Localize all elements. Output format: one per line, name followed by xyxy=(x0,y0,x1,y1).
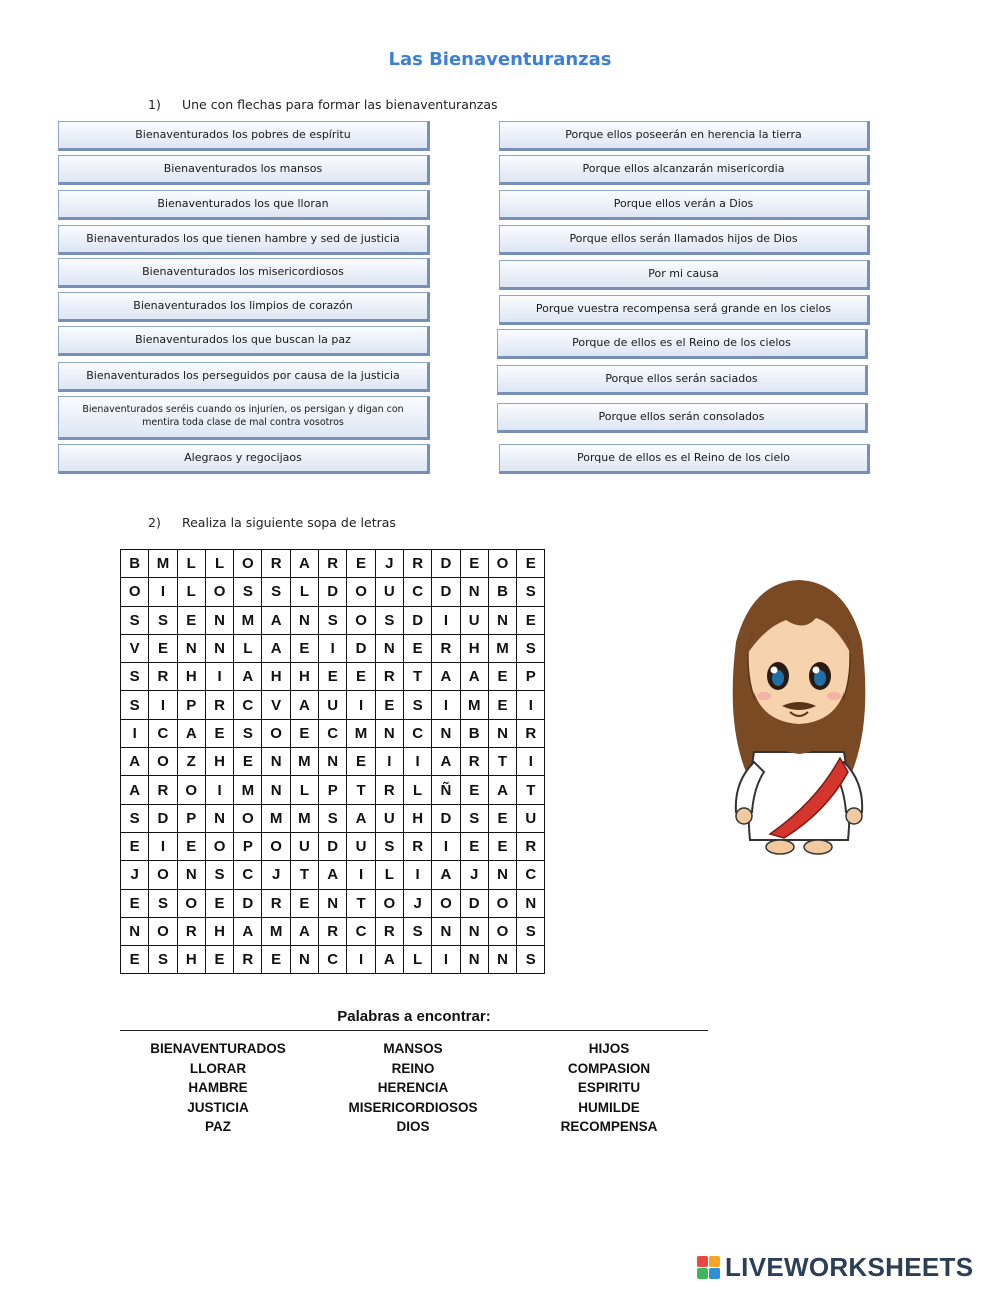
grid-cell[interactable]: L xyxy=(290,776,318,804)
grid-cell[interactable]: S xyxy=(319,804,347,832)
grid-cell[interactable]: S xyxy=(121,691,149,719)
grid-cell[interactable]: J xyxy=(262,861,290,889)
grid-cell[interactable]: A xyxy=(177,719,205,747)
grid-row xyxy=(121,776,545,804)
grid-cell[interactable]: M xyxy=(460,691,488,719)
grid-cell[interactable]: N xyxy=(121,917,149,945)
grid-cell[interactable]: R xyxy=(517,719,545,747)
grid-cell[interactable]: U xyxy=(375,578,403,606)
grid-cell[interactable]: T xyxy=(403,663,431,691)
grid-cell[interactable]: A xyxy=(375,946,403,974)
right-phrase-box[interactable]: Por mi causa xyxy=(499,260,870,290)
grid-cell[interactable]: E xyxy=(205,946,233,974)
grid-cell[interactable]: N xyxy=(262,776,290,804)
right-phrase-box[interactable]: Porque ellos serán saciados xyxy=(497,365,868,395)
grid-cell[interactable]: N xyxy=(319,748,347,776)
grid-cell[interactable]: D xyxy=(432,804,460,832)
grid-cell[interactable]: D xyxy=(149,804,177,832)
grid-cell[interactable]: S xyxy=(205,861,233,889)
page-title: Las Bienaventuranzas xyxy=(388,49,612,70)
grid-cell[interactable]: O xyxy=(234,804,262,832)
word-to-find: MANSOS xyxy=(383,1041,443,1056)
words-title: Palabras a encontrar: xyxy=(337,1008,491,1025)
grid-cell[interactable]: H xyxy=(403,804,431,832)
grid-cell[interactable]: J xyxy=(121,861,149,889)
grid-cell[interactable]: R xyxy=(149,663,177,691)
grid-cell[interactable]: L xyxy=(205,550,233,578)
grid-cell[interactable]: I xyxy=(432,691,460,719)
grid-cell[interactable]: O xyxy=(205,578,233,606)
grid-cell[interactable]: R xyxy=(375,917,403,945)
grid-cell[interactable]: R xyxy=(262,550,290,578)
grid-cell[interactable]: H xyxy=(177,946,205,974)
grid-cell[interactable]: R xyxy=(234,946,262,974)
grid-cell[interactable]: S xyxy=(149,606,177,634)
grid-cell[interactable]: S xyxy=(121,663,149,691)
grid-cell[interactable]: I xyxy=(403,748,431,776)
grid-cell[interactable]: H xyxy=(290,663,318,691)
grid-cell[interactable]: S xyxy=(121,606,149,634)
grid-cell[interactable]: I xyxy=(432,946,460,974)
left-phrase-box[interactable]: Bienaventurados los perseguidos por causa de la justicia xyxy=(58,362,430,392)
grid-cell[interactable]: V xyxy=(121,634,149,662)
grid-row xyxy=(121,634,545,662)
word-to-find: HAMBRE xyxy=(188,1080,248,1096)
grid-cell[interactable]: S xyxy=(517,578,545,606)
grid-cell[interactable]: J xyxy=(403,889,431,917)
grid-cell[interactable]: R xyxy=(262,889,290,917)
word-to-find: JUSTICIA xyxy=(187,1099,249,1115)
grid-cell[interactable]: M xyxy=(262,804,290,832)
grid-cell[interactable]: O xyxy=(488,917,516,945)
grid-cell[interactable]: T xyxy=(347,889,375,917)
grid-cell[interactable]: E xyxy=(403,634,431,662)
grid-row xyxy=(121,946,545,974)
logo-square xyxy=(709,1256,720,1267)
grid-cell[interactable]: O xyxy=(149,917,177,945)
grid-cell[interactable]: P xyxy=(234,832,262,860)
right-phrase-box[interactable]: Porque de ellos es el Reino de los cielo xyxy=(499,444,870,474)
grid-cell[interactable]: E xyxy=(517,550,545,578)
instruction-1-text: Une con flechas para formar las bienaventuranzas xyxy=(181,97,498,112)
grid-cell[interactable]: R xyxy=(375,776,403,804)
right-phrase-box[interactable]: Porque ellos serán consolados xyxy=(497,403,868,433)
grid-row xyxy=(121,663,545,691)
grid-cell[interactable]: T xyxy=(290,861,318,889)
grid-cell[interactable]: I xyxy=(149,691,177,719)
word-column-3 xyxy=(509,1039,709,1137)
grid-row xyxy=(121,748,545,776)
grid-cell[interactable]: N xyxy=(488,719,516,747)
grid-cell[interactable]: O xyxy=(205,832,233,860)
instruction-1 xyxy=(148,97,498,112)
grid-cell[interactable]: S xyxy=(149,889,177,917)
grid-cell[interactable]: E xyxy=(319,663,347,691)
grid-cell[interactable]: E xyxy=(488,804,516,832)
grid-cell[interactable]: I xyxy=(205,663,233,691)
grid-cell[interactable]: R xyxy=(375,663,403,691)
grid-cell[interactable]: A xyxy=(262,634,290,662)
grid-cell[interactable]: C xyxy=(403,719,431,747)
grid-cell[interactable]: E xyxy=(488,691,516,719)
brand[interactable] xyxy=(697,1252,973,1283)
left-phrase-box[interactable]: Bienaventurados seréis cuando os injurien, os persigan y digan con mentira toda clase de mal contra vosotros xyxy=(58,396,430,440)
grid-cell[interactable]: C xyxy=(319,946,347,974)
grid-cell[interactable]: A xyxy=(432,861,460,889)
grid-cell[interactable]: C xyxy=(347,917,375,945)
grid-cell[interactable]: L xyxy=(177,550,205,578)
grid-row xyxy=(121,578,545,606)
grid-cell[interactable]: E xyxy=(347,550,375,578)
jesus-illustration xyxy=(706,572,892,862)
grid-cell[interactable]: A xyxy=(347,804,375,832)
grid-cell[interactable]: N xyxy=(205,634,233,662)
grid-cell[interactable]: O xyxy=(149,748,177,776)
grid-cell[interactable]: U xyxy=(290,832,318,860)
instruction-2-text: Realiza la siguiente sopa de letras xyxy=(181,515,396,530)
grid-cell[interactable]: N xyxy=(488,861,516,889)
grid-cell[interactable]: E xyxy=(205,719,233,747)
grid-cell[interactable]: I xyxy=(403,861,431,889)
grid-cell[interactable]: C xyxy=(403,578,431,606)
brand-name: LIVEWORKSHEETS xyxy=(725,1252,974,1282)
grid-cell[interactable]: L xyxy=(177,578,205,606)
grid-cell[interactable]: S xyxy=(234,578,262,606)
words-divider xyxy=(120,1030,708,1031)
grid-cell[interactable]: A xyxy=(262,606,290,634)
grid-cell[interactable]: N xyxy=(375,719,403,747)
grid-cell[interactable]: E xyxy=(121,946,149,974)
grid-cell[interactable]: T xyxy=(488,748,516,776)
grid-cell[interactable]: E xyxy=(262,946,290,974)
left-phrase-box[interactable]: Alegraos y regocijaos xyxy=(58,444,430,474)
grid-cell[interactable]: M xyxy=(488,634,516,662)
grid-cell[interactable]: R xyxy=(403,832,431,860)
grid-cell[interactable]: M xyxy=(347,719,375,747)
grid-cell[interactable]: M xyxy=(234,776,262,804)
grid-cell[interactable]: N xyxy=(375,634,403,662)
grid-cell[interactable]: R xyxy=(460,748,488,776)
grid-cell[interactable]: E xyxy=(375,691,403,719)
grid-cell[interactable]: P xyxy=(177,804,205,832)
word-to-find: PAZ xyxy=(205,1119,231,1135)
grid-row xyxy=(121,719,545,747)
left-phrase-box[interactable]: Bienaventurados los mansos xyxy=(58,155,430,185)
grid-cell[interactable]: I xyxy=(121,719,149,747)
word-column-1 xyxy=(118,1039,318,1137)
right-phrase-box[interactable]: Porque ellos alcanzarán misericordia xyxy=(499,155,870,185)
grid-cell[interactable]: Z xyxy=(177,748,205,776)
grid-cell[interactable]: E xyxy=(460,832,488,860)
liveworksheets-logo-icon xyxy=(697,1256,720,1279)
grid-cell[interactable]: S xyxy=(403,691,431,719)
grid-cell[interactable]: A xyxy=(290,550,318,578)
grid-cell[interactable]: A xyxy=(488,776,516,804)
grid-cell[interactable]: I xyxy=(347,691,375,719)
grid-row xyxy=(121,550,545,578)
grid-cell[interactable]: H xyxy=(205,748,233,776)
grid-cell[interactable]: E xyxy=(488,832,516,860)
grid-cell[interactable]: N xyxy=(290,606,318,634)
grid-cell[interactable]: S xyxy=(262,578,290,606)
grid-cell[interactable]: A xyxy=(290,691,318,719)
grid-cell[interactable]: N xyxy=(177,861,205,889)
grid-cell[interactable]: N xyxy=(460,578,488,606)
grid-cell[interactable]: S xyxy=(517,634,545,662)
grid-cell[interactable]: T xyxy=(517,776,545,804)
grid-row xyxy=(121,861,545,889)
grid-cell[interactable]: M xyxy=(290,748,318,776)
grid-cell[interactable]: I xyxy=(432,832,460,860)
left-phrase-box[interactable]: Bienaventurados los que tienen hambre y sed de justicia xyxy=(58,225,430,255)
grid-cell[interactable]: S xyxy=(319,606,347,634)
grid-cell[interactable]: N xyxy=(432,719,460,747)
grid-cell[interactable]: U xyxy=(517,804,545,832)
word-to-find: DIOS xyxy=(396,1119,430,1135)
grid-cell[interactable]: L xyxy=(234,634,262,662)
grid-cell[interactable]: E xyxy=(290,719,318,747)
grid-cell[interactable]: U xyxy=(460,606,488,634)
left-phrase-box[interactable]: Bienaventurados los que lloran xyxy=(58,190,430,220)
grid-cell[interactable]: C xyxy=(234,691,262,719)
grid-cell[interactable]: I xyxy=(517,691,545,719)
grid-cell[interactable]: N xyxy=(488,946,516,974)
grid-cell[interactable]: O xyxy=(234,550,262,578)
grid-cell[interactable]: U xyxy=(375,804,403,832)
grid-cell[interactable]: O xyxy=(432,889,460,917)
grid-cell[interactable]: E xyxy=(205,889,233,917)
right-phrase-box[interactable]: Porque vuestra recompensa será grande en los cielos xyxy=(499,295,870,325)
grid-cell[interactable]: M xyxy=(290,804,318,832)
grid-cell[interactable]: D xyxy=(319,832,347,860)
grid-cell[interactable]: N xyxy=(460,917,488,945)
grid-cell[interactable]: O xyxy=(347,578,375,606)
grid-cell[interactable]: O xyxy=(262,719,290,747)
left-phrase-box[interactable]: Bienaventurados los misericordiosos xyxy=(58,258,430,288)
grid-cell[interactable]: S xyxy=(149,946,177,974)
word-to-find: HIJOS xyxy=(588,1041,630,1056)
right-phrase-box[interactable]: Porque de ellos es el Reino de los cielos xyxy=(497,329,868,359)
grid-cell[interactable]: N xyxy=(319,889,347,917)
word-to-find: ESPIRITU xyxy=(577,1080,641,1096)
grid-cell[interactable]: S xyxy=(375,832,403,860)
grid-cell[interactable]: I xyxy=(149,832,177,860)
grid-cell[interactable]: O xyxy=(488,889,516,917)
grid-cell[interactable]: S xyxy=(517,917,545,945)
grid-cell[interactable]: I xyxy=(375,748,403,776)
grid-cell[interactable]: R xyxy=(205,691,233,719)
grid-cell[interactable]: M xyxy=(149,550,177,578)
grid-cell[interactable]: C xyxy=(517,861,545,889)
grid-cell[interactable]: N xyxy=(205,606,233,634)
grid-cell[interactable]: S xyxy=(121,804,149,832)
grid-cell[interactable]: H xyxy=(205,917,233,945)
grid-cell[interactable]: E xyxy=(460,550,488,578)
grid-cell[interactable]: I xyxy=(432,606,460,634)
grid-cell[interactable]: M xyxy=(262,917,290,945)
grid-cell[interactable]: J xyxy=(460,861,488,889)
grid-cell[interactable]: E xyxy=(177,832,205,860)
grid-cell[interactable]: M xyxy=(234,606,262,634)
grid-row xyxy=(121,804,545,832)
right-phrase-box[interactable]: Porque ellos poseerán en herencia la tierra xyxy=(499,121,870,151)
grid-cell[interactable]: A xyxy=(432,663,460,691)
grid-cell[interactable]: R xyxy=(403,550,431,578)
grid-cell[interactable]: D xyxy=(432,550,460,578)
grid-cell[interactable]: T xyxy=(347,776,375,804)
right-phrase-box[interactable]: Porque ellos verán a Dios xyxy=(499,190,870,220)
grid-cell[interactable]: H xyxy=(460,634,488,662)
grid-cell[interactable]: N xyxy=(460,946,488,974)
grid-cell[interactable]: O xyxy=(347,606,375,634)
grid-cell[interactable]: A xyxy=(121,748,149,776)
grid-cell[interactable]: N xyxy=(290,946,318,974)
grid-cell[interactable]: I xyxy=(347,946,375,974)
grid-cell[interactable]: O xyxy=(488,550,516,578)
grid-cell[interactable]: O xyxy=(149,861,177,889)
grid-cell[interactable]: E xyxy=(290,634,318,662)
grid-cell[interactable]: L xyxy=(403,946,431,974)
grid-cell[interactable]: D xyxy=(234,889,262,917)
grid-cell[interactable]: O xyxy=(375,889,403,917)
grid-cell[interactable]: E xyxy=(290,889,318,917)
grid-cell[interactable]: D xyxy=(319,578,347,606)
grid-cell[interactable]: O xyxy=(262,832,290,860)
word-to-find: REINO xyxy=(391,1060,435,1076)
grid-cell[interactable]: S xyxy=(460,804,488,832)
grid-cell[interactable]: E xyxy=(460,776,488,804)
word-to-find: LLORAR xyxy=(189,1060,247,1076)
word-search-grid xyxy=(120,549,545,974)
grid-cell[interactable]: P xyxy=(517,663,545,691)
grid-cell[interactable]: S xyxy=(234,719,262,747)
grid-cell[interactable]: U xyxy=(347,832,375,860)
grid-cell[interactable]: R xyxy=(177,917,205,945)
word-to-find: COMPASION xyxy=(567,1060,651,1076)
grid-cell[interactable]: C xyxy=(234,861,262,889)
grid-cell[interactable]: R xyxy=(149,776,177,804)
grid-cell[interactable]: N xyxy=(177,634,205,662)
grid-cell[interactable]: E xyxy=(234,748,262,776)
grid-cell[interactable]: H xyxy=(262,663,290,691)
grid-cell[interactable]: B xyxy=(460,719,488,747)
logo-square xyxy=(697,1256,708,1267)
grid-cell[interactable]: A xyxy=(234,663,262,691)
grid-cell[interactable]: O xyxy=(177,776,205,804)
grid-cell[interactable]: B xyxy=(121,550,149,578)
word-to-find: HUMILDE xyxy=(578,1099,640,1115)
grid-cell[interactable]: N xyxy=(517,889,545,917)
right-phrase-box[interactable]: Porque ellos serán llamados hijos de Dios xyxy=(499,225,870,255)
grid-cell[interactable]: P xyxy=(177,691,205,719)
grid-cell[interactable]: J xyxy=(375,550,403,578)
grid-row xyxy=(121,606,545,634)
grid-cell[interactable]: A xyxy=(290,917,318,945)
logo-square xyxy=(697,1268,708,1279)
grid-cell[interactable]: D xyxy=(347,634,375,662)
left-phrase-box[interactable]: Bienaventurados los limpios de corazón xyxy=(58,292,430,322)
grid-cell[interactable]: E xyxy=(121,889,149,917)
grid-cell[interactable]: S xyxy=(517,946,545,974)
grid-cell[interactable]: B xyxy=(488,578,516,606)
grid-cell[interactable]: S xyxy=(375,606,403,634)
grid-cell[interactable]: L xyxy=(403,776,431,804)
grid-cell[interactable]: I xyxy=(517,748,545,776)
instruction-1-number: 1) xyxy=(148,97,161,112)
grid-cell[interactable]: E xyxy=(149,634,177,662)
grid-cell[interactable]: R xyxy=(517,832,545,860)
grid-row xyxy=(121,691,545,719)
instruction-2-number: 2) xyxy=(148,515,161,530)
grid-cell[interactable]: I xyxy=(149,578,177,606)
grid-cell[interactable]: N xyxy=(262,748,290,776)
word-to-find: HERENCIA xyxy=(377,1080,449,1096)
grid-row xyxy=(121,832,545,860)
grid-cell[interactable]: L xyxy=(290,578,318,606)
grid-row xyxy=(121,917,545,945)
left-phrase-box[interactable]: Bienaventurados los que buscan la paz xyxy=(58,326,430,356)
grid-cell[interactable]: A xyxy=(432,748,460,776)
grid-row xyxy=(121,889,545,917)
grid-cell[interactable]: C xyxy=(149,719,177,747)
grid-cell[interactable]: E xyxy=(347,748,375,776)
grid-cell[interactable]: D xyxy=(403,606,431,634)
grid-cell[interactable]: R xyxy=(432,634,460,662)
grid-cell[interactable]: C xyxy=(319,719,347,747)
grid-cell[interactable]: E xyxy=(177,606,205,634)
grid-cell[interactable]: A xyxy=(234,917,262,945)
grid-cell[interactable]: E xyxy=(121,832,149,860)
grid-cell[interactable]: Ñ xyxy=(432,776,460,804)
grid-cell[interactable]: A xyxy=(460,663,488,691)
word-to-find: BIENAVENTURADOS xyxy=(150,1041,286,1056)
grid-cell[interactable]: S xyxy=(403,917,431,945)
grid-cell[interactable]: A xyxy=(319,861,347,889)
word-to-find: MISERICORDIOSOS xyxy=(348,1099,478,1115)
instruction-2 xyxy=(148,515,396,530)
grid-cell[interactable]: L xyxy=(375,861,403,889)
grid-cell[interactable]: R xyxy=(319,917,347,945)
grid-cell[interactable]: V xyxy=(262,691,290,719)
logo-square xyxy=(709,1268,720,1279)
grid-cell[interactable]: N xyxy=(432,917,460,945)
grid-cell[interactable]: E xyxy=(517,606,545,634)
grid-cell[interactable]: P xyxy=(319,776,347,804)
grid-cell[interactable]: U xyxy=(319,691,347,719)
grid-cell[interactable]: D xyxy=(432,578,460,606)
grid-cell[interactable]: O xyxy=(177,889,205,917)
grid-cell[interactable]: I xyxy=(319,634,347,662)
grid-cell[interactable]: D xyxy=(460,889,488,917)
grid-cell[interactable]: E xyxy=(347,663,375,691)
grid-cell[interactable]: N xyxy=(488,606,516,634)
grid-cell[interactable]: I xyxy=(347,861,375,889)
grid-cell[interactable]: N xyxy=(205,804,233,832)
word-to-find: RECOMPENSA xyxy=(560,1119,658,1135)
left-phrase-box[interactable]: Bienaventurados los pobres de espíritu xyxy=(58,121,430,151)
grid-cell[interactable]: O xyxy=(121,578,149,606)
grid-cell[interactable]: I xyxy=(205,776,233,804)
grid-cell[interactable]: A xyxy=(121,776,149,804)
grid-cell[interactable]: E xyxy=(488,663,516,691)
grid-cell[interactable]: H xyxy=(177,663,205,691)
word-column-2 xyxy=(313,1039,513,1137)
grid-cell[interactable]: R xyxy=(319,550,347,578)
